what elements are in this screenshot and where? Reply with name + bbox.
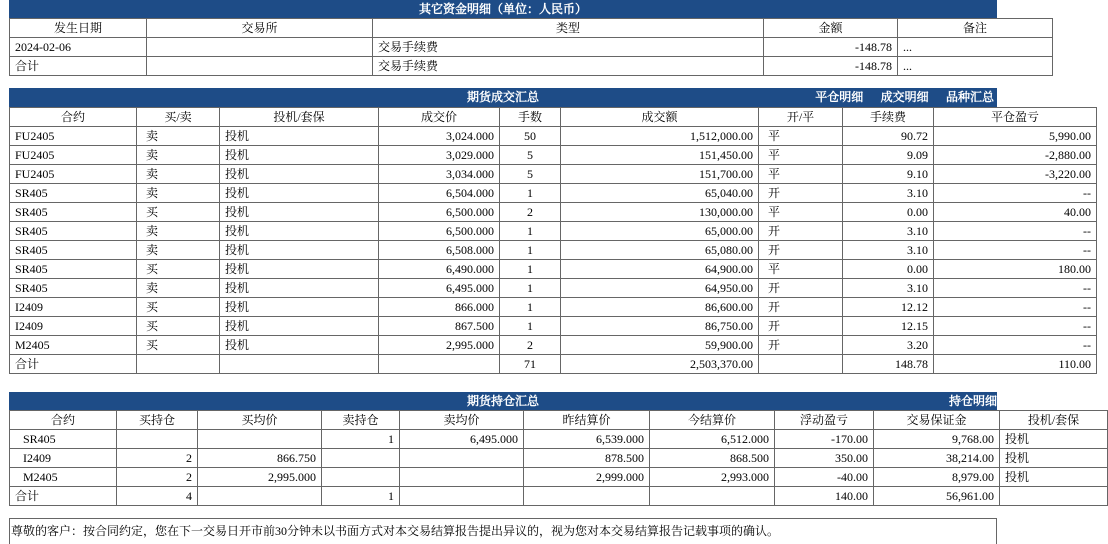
position-margin-cell: 56,961.00 — [874, 487, 1000, 506]
trade-side-cell: 卖 — [137, 165, 220, 184]
trade-close-pnl-cell: -- — [934, 298, 1097, 317]
position-floating-pnl-cell: -40.00 — [775, 468, 874, 487]
trade-lots-cell: 71 — [500, 355, 561, 374]
funds-exchange-cell — [147, 57, 373, 76]
trade-open-close-cell: 开 — [759, 279, 843, 298]
position-column-header-margin: 交易保证金 — [874, 411, 1000, 430]
position-sell-avg-price-cell: 6,495.000 — [400, 430, 524, 449]
position-column-header-hedge-type: 投机/套保 — [1000, 411, 1108, 430]
positions-title-bar — [9, 392, 997, 410]
positions-body — [10, 430, 1108, 506]
trade-close-pnl-cell: -- — [934, 279, 1097, 298]
trade-side-cell — [137, 355, 220, 374]
trade-price-cell: 867.500 — [379, 317, 500, 336]
trade-hedge-type-cell: 投机 — [220, 203, 379, 222]
trades-title: 期货成交汇总 — [466, 90, 539, 104]
position-floating-pnl-cell: 140.00 — [775, 487, 874, 506]
trade-close-pnl-cell: -3,220.00 — [934, 165, 1097, 184]
position-sell-avg-price-cell — [400, 468, 524, 487]
trade-side-cell: 买 — [137, 298, 220, 317]
other-funds-table — [9, 18, 1053, 76]
trade-column-header-close-pnl: 平仓盈亏 — [934, 108, 1097, 127]
trade-close-pnl-cell: -- — [934, 241, 1097, 260]
trade-side-cell: 卖 — [137, 127, 220, 146]
trade-contract-cell: I2409 — [10, 317, 137, 336]
trade-hedge-type-cell: 投机 — [220, 127, 379, 146]
trade-column-header-fee: 手续费 — [843, 108, 934, 127]
trade-side-cell: 卖 — [137, 184, 220, 203]
trade-hedge-type-cell: 投机 — [220, 184, 379, 203]
trade-fee-cell: 0.00 — [843, 260, 934, 279]
confirmation-notice-text: 尊敬的客户：按合同约定，您在下一交易日开市前30分钟未以书面方式对本交易结算报告提出异议的，视为您对本交易结算报告记载事项的确认。 — [11, 524, 780, 538]
trade-contract-cell: M2405 — [10, 336, 137, 355]
position-prev-settle-price-cell: 878.500 — [524, 449, 650, 468]
trade-price-cell: 6,508.000 — [379, 241, 500, 260]
trade-side-cell: 卖 — [137, 279, 220, 298]
trade-column-header-side: 买/卖 — [137, 108, 220, 127]
trade-contract-cell: FU2405 — [10, 127, 137, 146]
position-detail-link[interactable]: 持仓明细 — [948, 394, 997, 408]
funds-type-cell: 交易手续费 — [373, 38, 764, 57]
funds-column-header-date: 发生日期 — [10, 19, 147, 38]
trades-table — [9, 107, 1097, 374]
trade-price-cell: 3,024.000 — [379, 127, 500, 146]
trade-price-cell: 3,034.000 — [379, 165, 500, 184]
trade-open-close-cell: 平 — [759, 165, 843, 184]
position-buy-position-cell: 2 — [117, 468, 198, 487]
funds-column-header-type: 类型 — [373, 19, 764, 38]
trade-side-cell: 买 — [137, 336, 220, 355]
trade-column-header-open-close: 开/平 — [759, 108, 843, 127]
positions-table — [9, 410, 1108, 506]
trade-price-cell: 6,504.000 — [379, 184, 500, 203]
trade-turnover-cell: 86,750.00 — [561, 317, 759, 336]
trade-row — [10, 203, 1097, 222]
trade-open-close-cell: 平 — [759, 260, 843, 279]
trade-side-cell: 买 — [137, 260, 220, 279]
trade-turnover-cell: 151,450.00 — [561, 146, 759, 165]
trade-turnover-cell: 64,900.00 — [561, 260, 759, 279]
position-contract-cell: SR405 — [10, 430, 117, 449]
position-column-header-floating-pnl: 浮动盈亏 — [775, 411, 874, 430]
position-prev-settle-price-cell — [524, 487, 650, 506]
trade-fee-cell: 3.10 — [843, 222, 934, 241]
trade-open-close-cell: 开 — [759, 241, 843, 260]
position-buy-avg-price-cell — [198, 430, 322, 449]
trade-close-pnl-cell: -- — [934, 222, 1097, 241]
funds-note-cell: ... — [898, 57, 1053, 76]
trade-turnover-cell: 130,000.00 — [561, 203, 759, 222]
trade-turnover-cell: 2,503,370.00 — [561, 355, 759, 374]
positions-title: 期货持仓汇总 — [466, 394, 539, 408]
trade-lots-cell: 1 — [500, 222, 561, 241]
position-sell-position-cell: 1 — [322, 487, 400, 506]
position-prev-settle-price-cell: 2,999.000 — [524, 468, 650, 487]
position-column-header-contract: 合约 — [10, 411, 117, 430]
trade-total-row — [10, 355, 1097, 374]
trade-turnover-cell: 59,900.00 — [561, 336, 759, 355]
trades-header-row — [10, 108, 1097, 127]
trade-close-pnl-cell: 5,990.00 — [934, 127, 1097, 146]
trades-section — [9, 88, 1091, 374]
position-margin-cell: 9,768.00 — [874, 430, 1000, 449]
trade-row — [10, 127, 1097, 146]
trade-contract-cell: SR405 — [10, 203, 137, 222]
trade-close-pnl-cell: -- — [934, 317, 1097, 336]
trade-row — [10, 298, 1097, 317]
trade-contract-cell: FU2405 — [10, 165, 137, 184]
positions-header-row — [10, 411, 1108, 430]
funds-column-header-note: 备注 — [898, 19, 1053, 38]
position-sell-avg-price-cell — [400, 487, 524, 506]
position-row — [10, 449, 1108, 468]
position-row — [10, 468, 1108, 487]
trade-turnover-cell: 65,080.00 — [561, 241, 759, 260]
position-settle-price-cell: 6,512.000 — [650, 430, 775, 449]
trade-lots-cell: 50 — [500, 127, 561, 146]
trade-hedge-type-cell: 投机 — [220, 317, 379, 336]
trade-fee-cell: 12.12 — [843, 298, 934, 317]
trade-fee-cell: 3.10 — [843, 184, 934, 203]
trade-open-close-cell: 开 — [759, 317, 843, 336]
position-buy-position-cell: 2 — [117, 449, 198, 468]
trade-column-header-lots: 手数 — [500, 108, 561, 127]
trade-hedge-type-cell: 投机 — [220, 336, 379, 355]
trade-fee-cell: 0.00 — [843, 203, 934, 222]
trade-turnover-cell: 64,950.00 — [561, 279, 759, 298]
trade-contract-cell: I2409 — [10, 298, 137, 317]
trade-open-close-cell: 平 — [759, 127, 843, 146]
position-settle-price-cell: 2,993.000 — [650, 468, 775, 487]
trade-lots-cell: 2 — [500, 336, 561, 355]
trade-side-cell: 卖 — [137, 241, 220, 260]
trade-fee-cell: 90.72 — [843, 127, 934, 146]
trade-turnover-cell: 65,040.00 — [561, 184, 759, 203]
trade-price-cell: 6,500.000 — [379, 222, 500, 241]
trade-close-pnl-cell: -2,880.00 — [934, 146, 1097, 165]
trade-open-close-cell: 开 — [759, 184, 843, 203]
trade-price-cell: 6,490.000 — [379, 260, 500, 279]
trade-row — [10, 260, 1097, 279]
confirmation-notice — [9, 518, 997, 544]
trade-row — [10, 279, 1097, 298]
funds-date-cell: 合计 — [10, 57, 147, 76]
position-column-header-sell-avg-price: 卖均价 — [400, 411, 524, 430]
position-floating-pnl-cell: -170.00 — [775, 430, 874, 449]
trade-lots-cell: 1 — [500, 298, 561, 317]
trade-row — [10, 317, 1097, 336]
position-hedge-type-cell — [1000, 487, 1108, 506]
trade-close-pnl-cell: 110.00 — [934, 355, 1097, 374]
trade-close-pnl-cell: -- — [934, 184, 1097, 203]
funds-amount-cell: -148.78 — [764, 57, 898, 76]
trade-lots-cell: 2 — [500, 203, 561, 222]
trade-detail-link[interactable]: 成交明细 — [880, 90, 929, 104]
positions-links — [935, 392, 997, 410]
funds-note-cell: ... — [898, 38, 1053, 57]
trade-contract-cell: SR405 — [10, 260, 137, 279]
trade-open-close-cell: 开 — [759, 298, 843, 317]
position-margin-cell: 38,214.00 — [874, 449, 1000, 468]
position-column-header-buy-avg-price: 买均价 — [198, 411, 322, 430]
trade-fee-cell: 3.10 — [843, 279, 934, 298]
trade-column-header-turnover: 成交额 — [561, 108, 759, 127]
trade-price-cell: 3,029.000 — [379, 146, 500, 165]
position-column-header-settle-price: 今结算价 — [650, 411, 775, 430]
trade-fee-cell: 9.10 — [843, 165, 934, 184]
position-buy-avg-price-cell: 866.750 — [198, 449, 322, 468]
trade-lots-cell: 1 — [500, 317, 561, 336]
trade-row — [10, 184, 1097, 203]
trade-open-close-cell: 开 — [759, 222, 843, 241]
position-sell-position-cell — [322, 468, 400, 487]
trade-lots-cell: 1 — [500, 241, 561, 260]
trade-fee-cell: 9.09 — [843, 146, 934, 165]
trade-side-cell: 卖 — [137, 222, 220, 241]
trade-row — [10, 336, 1097, 355]
trade-fee-cell: 148.78 — [843, 355, 934, 374]
trade-price-cell: 2,995.000 — [379, 336, 500, 355]
position-sell-position-cell — [322, 449, 400, 468]
trade-row — [10, 146, 1097, 165]
trade-hedge-type-cell — [220, 355, 379, 374]
trade-close-pnl-cell: 180.00 — [934, 260, 1097, 279]
other-funds-body — [10, 38, 1053, 76]
position-row — [10, 430, 1108, 449]
funds-total-row — [10, 57, 1053, 76]
position-buy-position-cell: 4 — [117, 487, 198, 506]
position-settle-price-cell: 868.500 — [650, 449, 775, 468]
trade-lots-cell: 1 — [500, 184, 561, 203]
trade-price-cell: 6,495.000 — [379, 279, 500, 298]
trade-open-close-cell: 平 — [759, 146, 843, 165]
trade-column-header-price: 成交价 — [379, 108, 500, 127]
trade-turnover-cell: 1,512,000.00 — [561, 127, 759, 146]
funds-date-cell: 2024-02-06 — [10, 38, 147, 57]
funds-amount-cell: -148.78 — [764, 38, 898, 57]
trade-contract-cell: SR405 — [10, 279, 137, 298]
trade-contract-cell: SR405 — [10, 241, 137, 260]
trade-hedge-type-cell: 投机 — [220, 222, 379, 241]
position-sell-position-cell: 1 — [322, 430, 400, 449]
other-funds-title-bar — [9, 0, 997, 18]
trade-contract-cell: SR405 — [10, 184, 137, 203]
trade-hedge-type-cell: 投机 — [220, 279, 379, 298]
funds-row — [10, 38, 1053, 57]
position-hedge-type-cell: 投机 — [1000, 468, 1108, 487]
funds-column-header-exchange: 交易所 — [147, 19, 373, 38]
position-buy-avg-price-cell: 2,995.000 — [198, 468, 322, 487]
position-contract-cell: M2405 — [10, 468, 117, 487]
trade-lots-cell: 5 — [500, 165, 561, 184]
position-contract-cell: I2409 — [10, 449, 117, 468]
position-hedge-type-cell: 投机 — [1000, 449, 1108, 468]
trade-price-cell: 6,500.000 — [379, 203, 500, 222]
trade-contract-cell: 合计 — [10, 355, 137, 374]
trade-side-cell: 买 — [137, 203, 220, 222]
position-contract-cell: 合计 — [10, 487, 117, 506]
trade-open-close-cell: 开 — [759, 336, 843, 355]
trade-hedge-type-cell: 投机 — [220, 241, 379, 260]
position-total-row — [10, 487, 1108, 506]
funds-type-cell: 交易手续费 — [373, 57, 764, 76]
trade-lots-cell: 1 — [500, 260, 561, 279]
funds-column-header-amount: 金额 — [764, 19, 898, 38]
position-prev-settle-price-cell: 6,539.000 — [524, 430, 650, 449]
trade-side-cell: 买 — [137, 317, 220, 336]
trade-row — [10, 165, 1097, 184]
position-margin-cell: 8,979.00 — [874, 468, 1000, 487]
trade-price-cell: 866.000 — [379, 298, 500, 317]
trade-hedge-type-cell: 投机 — [220, 298, 379, 317]
trade-fee-cell: 12.15 — [843, 317, 934, 336]
trade-contract-cell: FU2405 — [10, 146, 137, 165]
trades-title-bar — [9, 88, 997, 107]
other-funds-header-row — [10, 19, 1053, 38]
trade-contract-cell: SR405 — [10, 222, 137, 241]
position-settle-price-cell — [650, 487, 775, 506]
other-funds-section — [9, 0, 997, 76]
position-column-header-prev-settle-price: 昨结算价 — [524, 411, 650, 430]
trade-hedge-type-cell: 投机 — [220, 146, 379, 165]
trade-fee-cell: 3.10 — [843, 241, 934, 260]
trade-lots-cell: 1 — [500, 279, 561, 298]
position-column-header-buy-position: 买持仓 — [117, 411, 198, 430]
close-detail-link[interactable]: 平仓明细 — [815, 90, 864, 104]
trade-hedge-type-cell: 投机 — [220, 260, 379, 279]
trade-column-header-contract: 合约 — [10, 108, 137, 127]
trade-column-header-hedge-type: 投机/套保 — [220, 108, 379, 127]
trade-row — [10, 241, 1097, 260]
trade-open-close-cell — [759, 355, 843, 374]
trade-fee-cell: 3.20 — [843, 336, 934, 355]
product-summary-link[interactable]: 品种汇总 — [945, 90, 994, 104]
position-hedge-type-cell: 投机 — [1000, 430, 1108, 449]
trade-price-cell — [379, 355, 500, 374]
trades-links — [801, 88, 994, 107]
trade-open-close-cell: 平 — [759, 203, 843, 222]
trade-lots-cell: 5 — [500, 146, 561, 165]
trade-side-cell: 卖 — [137, 146, 220, 165]
position-buy-position-cell — [117, 430, 198, 449]
trade-hedge-type-cell: 投机 — [220, 165, 379, 184]
trade-close-pnl-cell: -- — [934, 336, 1097, 355]
position-sell-avg-price-cell — [400, 449, 524, 468]
funds-exchange-cell — [147, 38, 373, 57]
trade-row — [10, 222, 1097, 241]
trade-turnover-cell: 65,000.00 — [561, 222, 759, 241]
trades-body — [10, 127, 1097, 374]
positions-section — [9, 392, 1080, 506]
trade-turnover-cell: 151,700.00 — [561, 165, 759, 184]
trade-turnover-cell: 86,600.00 — [561, 298, 759, 317]
other-funds-title: 其它资金明细（单位：人民币） — [418, 2, 587, 16]
position-floating-pnl-cell: 350.00 — [775, 449, 874, 468]
position-column-header-sell-position: 卖持仓 — [322, 411, 400, 430]
trade-close-pnl-cell: 40.00 — [934, 203, 1097, 222]
position-buy-avg-price-cell — [198, 487, 322, 506]
